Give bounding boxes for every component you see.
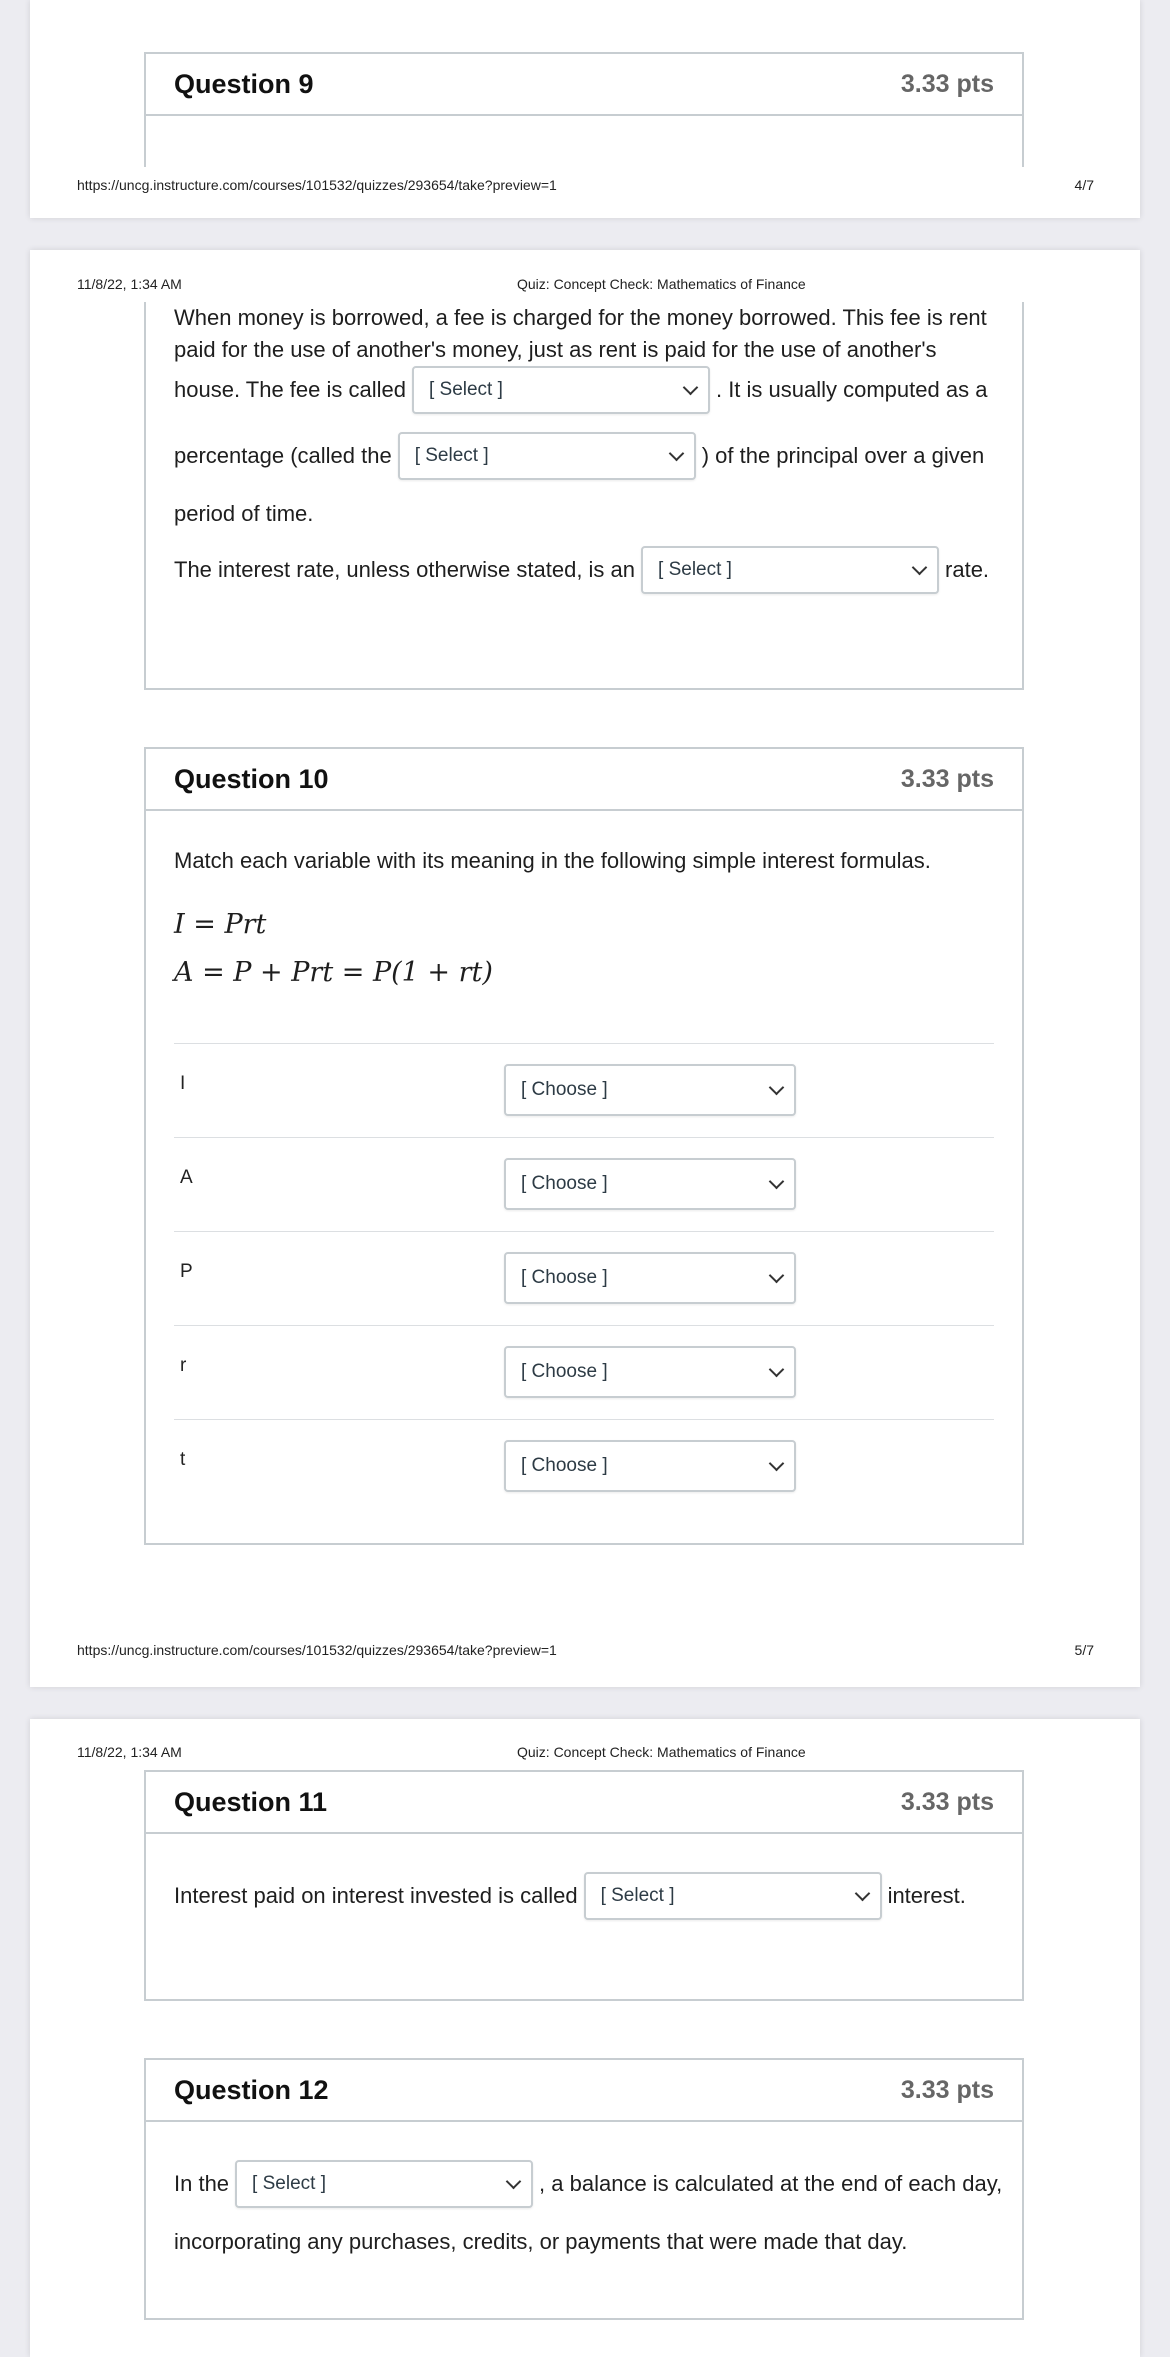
question-points: 3.33 pts [900,2075,994,2104]
q9-text-line-2: paid for the use of another's money, just as rent is paid for the use of another's [174,337,937,362]
match-variable: A [180,1167,193,1188]
q10-prompt: Match each variable with its meaning in the following simple interest formulas. [174,848,931,873]
question-12-card [144,2058,1024,2320]
match-choose-select-I[interactable] [504,1064,796,1116]
footer-url[interactable]: https://uncg.instructure.com/courses/101532/quizzes/293654/take?preview=1 [77,1642,557,1658]
q11-text [174,1872,966,1920]
formula-simple-interest: I = Prt [174,909,267,940]
q9-line3-before: house. The fee is called [174,377,406,402]
match-choose-select-r[interactable] [504,1346,796,1398]
match-variable: r [180,1355,187,1376]
chevron-down-icon [506,2173,522,2189]
select-value: [ Select ] [252,2173,326,2194]
match-choose-select-t[interactable] [504,1440,796,1492]
q12-text-line-1 [174,2160,1002,2208]
select-value: [ Choose ] [521,1361,608,1382]
percentage-name-select[interactable] [398,432,696,480]
chevron-down-icon [769,1267,785,1283]
q9-text-line-3 [174,366,987,414]
page-number: 4/7 [1074,177,1094,193]
chevron-down-icon [769,1361,785,1377]
match-variable: P [180,1261,193,1282]
balance-method-select[interactable] [235,2160,533,2208]
match-variable: t [180,1449,186,1470]
question-title: Question 11 [174,1786,328,1817]
select-value: [ Choose ] [521,1455,608,1476]
question-11-header [146,1772,1022,1834]
question-points: 3.33 pts [900,764,994,793]
select-value: [ Select ] [428,379,503,400]
fee-name-select[interactable] [412,366,710,414]
q12-text-line-2: incorporating any purchases, credits, or payments that were made that day. [174,2229,908,2254]
q9-text-line-4 [174,432,984,480]
select-value: [ Select ] [600,1885,675,1906]
header-title: Quiz: Concept Check: Mathematics of Finance [517,1744,806,1760]
question-11-card [144,1770,1024,2001]
q11-before: Interest paid on interest invested is called [174,1883,578,1908]
q11-after: interest. [887,1883,966,1908]
q9-text-line-6 [174,546,989,594]
select-value: [ Select ] [658,559,732,580]
question-title: Question 12 [174,2074,329,2105]
q12-before: In the [174,2171,230,2196]
select-value: [ Choose ] [521,1079,608,1100]
header-title: Quiz: Concept Check: Mathematics of Finance [517,276,806,292]
match-choose-select-A[interactable] [504,1158,796,1210]
q9-text-line-5: period of time. [174,501,314,526]
q9-line3-after: . It is usually computed as a [715,377,988,402]
question-title: Question 9 [174,68,314,99]
q9-line4-before: percentage (called the [174,443,392,468]
q9-line6-before: The interest rate, unless otherwise stated, is an [174,557,636,582]
rate-type-select[interactable] [641,546,939,594]
question-title: Question 10 [174,763,329,794]
chevron-down-icon [668,445,684,461]
chevron-down-icon [769,1173,785,1189]
select-value: [ Choose ] [521,1267,608,1288]
pdf-page-4 [30,0,1140,218]
q12-after: , a balance is calculated at the end of each day, [539,2171,1003,2196]
match-variable: I [180,1073,186,1094]
question-9-header [146,54,1022,116]
chevron-down-icon [683,379,699,395]
q9-line4-after: ) of the principal over a given [701,443,985,468]
match-row [174,1325,994,1420]
select-value: [ Select ] [414,445,489,466]
pdf-page-5 [30,250,1140,1687]
chevron-down-icon [769,1455,785,1471]
question-10-card [144,747,1024,1545]
match-choose-select-P[interactable] [504,1252,796,1304]
formula-amount: A = P + Prt = P(1 + rt) [174,957,493,988]
question-10-header [146,749,1022,811]
question-12-header [146,2060,1022,2122]
q9-text-line-1: When money is borrowed, a fee is charged for the money borrowed. This fee is rent [174,305,987,330]
page-number: 5/7 [1074,1642,1094,1658]
compound-interest-select[interactable] [584,1872,882,1920]
header-datetime: 11/8/22, 1:34 AM [77,276,182,292]
chevron-down-icon [854,1885,870,1901]
q9-line6-after: rate. [945,557,990,582]
chevron-down-icon [769,1079,785,1095]
match-row [174,1419,994,1514]
pdf-page-6 [30,1719,1140,2357]
question-points: 3.33 pts [900,1787,994,1816]
chevron-down-icon [912,559,928,575]
header-datetime: 11/8/22, 1:34 AM [77,1744,182,1760]
question-points: 3.33 pts [900,69,994,98]
question-9-body [144,302,1024,690]
match-row [174,1043,994,1138]
footer-url[interactable]: https://uncg.instructure.com/courses/101532/quizzes/293654/take?preview=1 [77,177,557,193]
match-row [174,1231,994,1326]
match-row [174,1137,994,1232]
select-value: [ Choose ] [521,1173,608,1194]
